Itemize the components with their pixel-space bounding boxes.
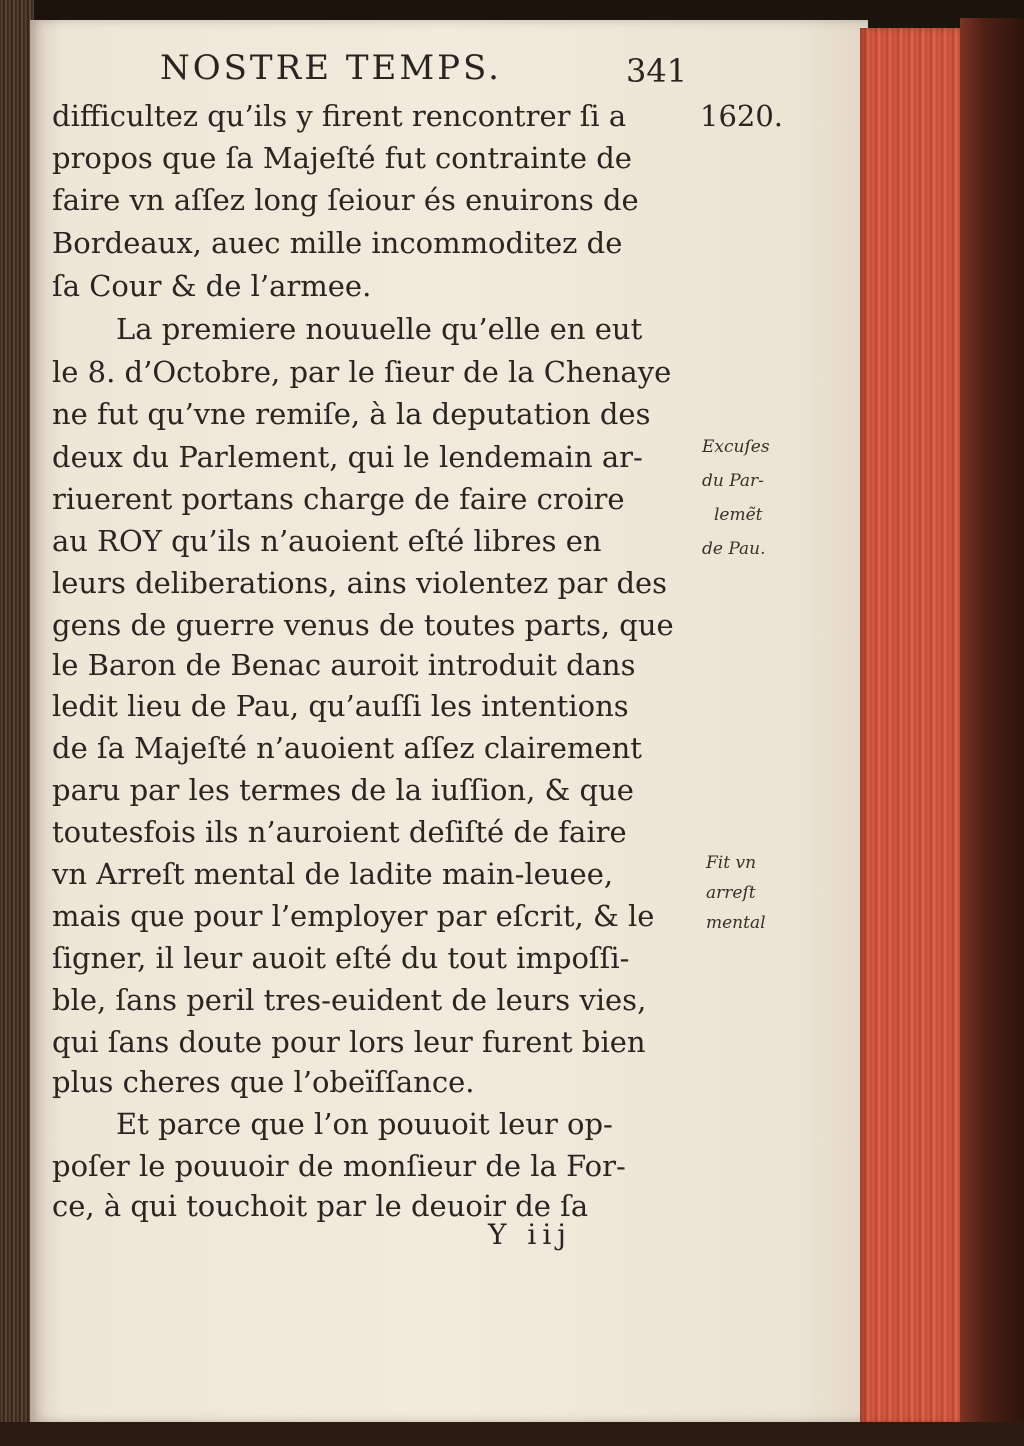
- text-line: ledit lieu de Pau, qu’auſſi les intentions: [52, 689, 629, 723]
- text-line: toutesfois ils n’auroient deſiſté de faire: [52, 815, 627, 849]
- text-line: plus cheres que l’obeïſſance.: [52, 1065, 475, 1099]
- margin-note-line: arreſt: [706, 883, 756, 903]
- text-line: ce, à qui touchoit par le deuoir de ſa: [52, 1189, 589, 1223]
- text-line: au ROY qu’ils n’auoient eſté libres en: [52, 524, 602, 558]
- margin-note-line: lemẽt: [714, 505, 763, 525]
- text-line: faire vn aſſez long ſeiour és enuirons de: [52, 183, 639, 217]
- text-line: le Baron de Benac auroit introduit dans: [52, 648, 636, 682]
- text-line: de ſa Majeſté n’auoient aſſez clairement: [52, 731, 642, 765]
- text-line: leurs deliberations, ains violentez par des: [52, 566, 668, 600]
- text-line: qui ſans doute pour lors leur furent bien: [52, 1025, 646, 1059]
- text-line: La premiere nouuelle qu’elle en eut: [116, 312, 643, 346]
- text-line: Bordeaux, auec mille incommoditez de: [52, 226, 623, 260]
- text-line: ſa Cour & de l’armee.: [52, 269, 372, 303]
- text-line: gens de guerre venus de toutes parts, que: [52, 608, 674, 642]
- margin-note-line: mental: [706, 913, 766, 933]
- text-line: ne fut qu’vne remiſe, à la deputation des: [52, 397, 651, 431]
- signature-mark: Y iij: [488, 1218, 572, 1251]
- text-line: deux du Parlement, qui le lendemain ar-: [52, 440, 643, 474]
- text-line: propos que ſa Majeſté fut contrainte de: [52, 141, 632, 175]
- text-line: riuerent portans charge de faire croire: [52, 482, 625, 516]
- page-number: 341: [626, 52, 688, 90]
- margin-year: 1620.: [700, 99, 784, 133]
- margin-note-excuses: [702, 430, 802, 566]
- margin-note-line: du Par-: [702, 471, 764, 491]
- margin-note-arrest: [706, 848, 806, 938]
- text-line: Et parce que l’on pouuoit leur op-: [116, 1107, 613, 1141]
- text-line: mais que pour l’employer par eſcrit, & le: [52, 899, 655, 933]
- text-line: difficultez qu’ils y firent rencontrer ſi a: [52, 99, 627, 133]
- text-line: ble, ſans peril tres-euident de leurs vies,: [52, 983, 647, 1017]
- text-line: le 8. d’Octobre, par le ſieur de la Chenaye: [52, 355, 672, 389]
- text-line: paru par les termes de la iuſſion, & que: [52, 773, 634, 807]
- text-line: vn Arreſt mental de ladite main-leuee,: [52, 857, 614, 891]
- page-gutter: [0, 0, 34, 1446]
- running-head: NOSTRE TEMPS.: [160, 48, 502, 88]
- book-cover-bottom: [0, 1422, 1024, 1446]
- text-line: poſer le pouuoir de monſieur de la For-: [52, 1149, 626, 1183]
- book-cover-edge: [960, 18, 1024, 1428]
- margin-note-line: de Pau.: [702, 539, 766, 559]
- text-line: ſigner, il leur auoit eſté du tout impoſſi-: [52, 941, 630, 975]
- margin-note-line: Fit vn: [706, 853, 757, 873]
- margin-note-line: Excuſes: [702, 437, 770, 457]
- red-fore-edge: [860, 28, 964, 1423]
